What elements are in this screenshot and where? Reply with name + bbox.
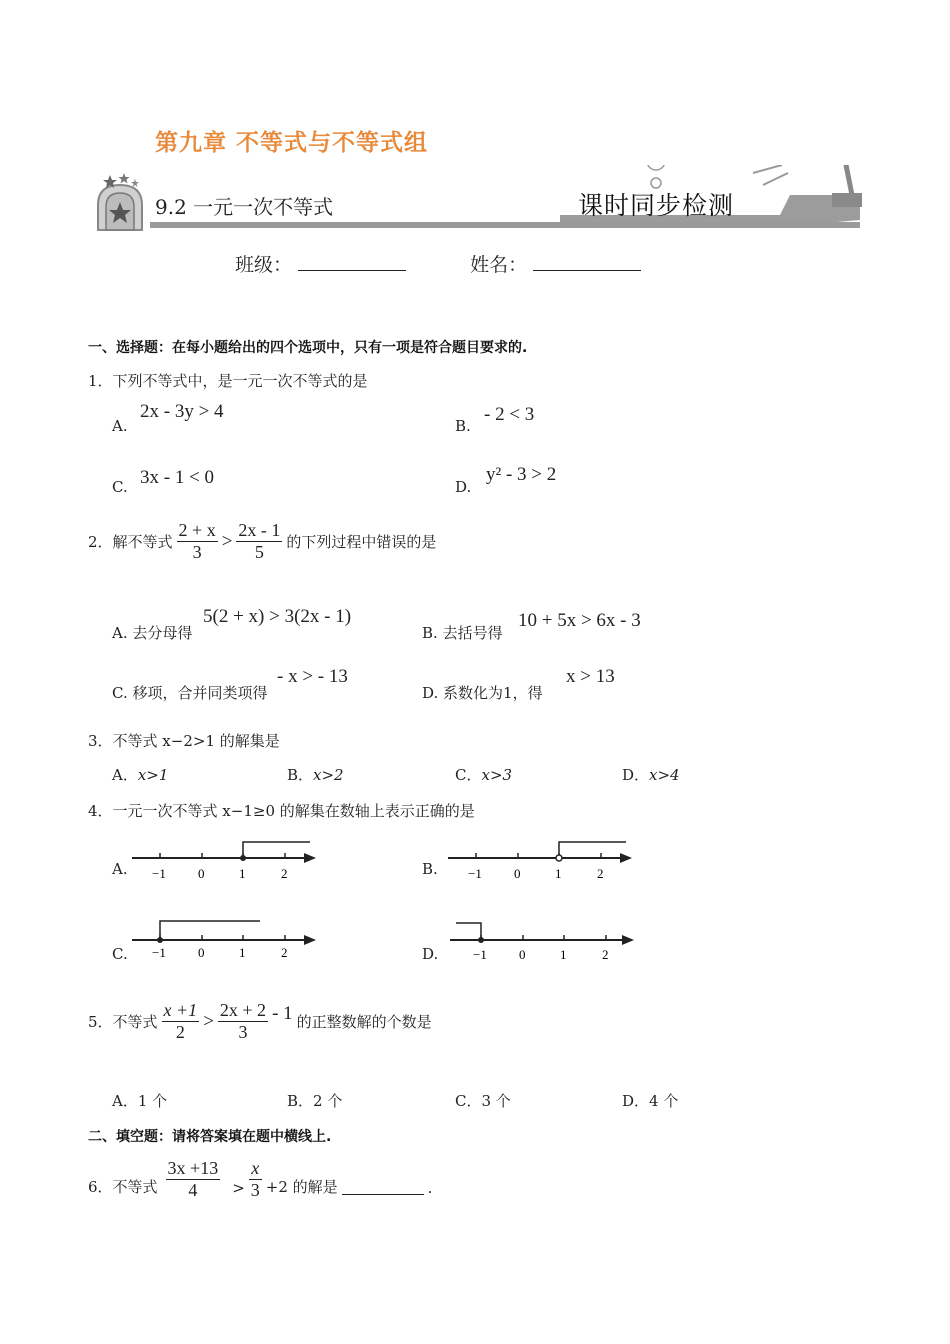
q4c-tick-label: 1 (239, 945, 246, 960)
q4-option-c-numberline (130, 915, 320, 965)
q2-option-d-expr: x > 13 (566, 666, 615, 687)
q6-pre: 6．不等式 (88, 1178, 158, 1196)
q5-frac1-den: 2 (175, 1022, 185, 1042)
q4b-tick-label: 1 (555, 866, 562, 881)
q2-option-c[interactable] (112, 682, 268, 703)
q5-frac2-den: 3 (238, 1022, 248, 1042)
q5-option-d-text: 4 个 (649, 1092, 679, 1110)
q1-option-c-expr: 3x - 1 < 0 (140, 467, 215, 488)
q6-frac1-den: 4 (188, 1180, 198, 1200)
q3-option-d-letter: D． (622, 766, 650, 784)
q2-stem (88, 520, 436, 563)
q6-relation: > (232, 1179, 245, 1197)
q5-option-b[interactable] (287, 1090, 342, 1111)
q2-option-a-text: 去分母得 (132, 624, 193, 642)
q1-option-a-letter[interactable]: A. (112, 417, 128, 435)
q2-option-d-text: 系数化为1，得 (443, 684, 543, 702)
q3-stem: 3．不等式 x−2>1 的解集是 (88, 732, 280, 750)
name-input-line[interactable] (533, 252, 641, 271)
q2-fraction-2 (236, 520, 282, 563)
q5-option-a-letter: A． (112, 1092, 138, 1110)
q5-fraction-1 (162, 1000, 200, 1043)
q6-frac2-num: x (249, 1158, 262, 1180)
q1-option-d-letter[interactable]: D. (455, 478, 472, 496)
q2-fraction-1 (177, 520, 218, 563)
q4c-tick-label: 0 (198, 945, 205, 960)
q1-option-b-expr: - 2 < 3 (484, 404, 535, 425)
q3-option-b[interactable] (287, 764, 344, 785)
q5-option-c-text: 3 个 (481, 1092, 511, 1110)
q5-stem-pre: 5．不等式 (88, 1013, 158, 1031)
q4-option-d-letter[interactable]: D. (422, 945, 439, 963)
q1-option-b-letter[interactable]: B. (455, 417, 471, 435)
q2-frac2-den: 5 (254, 542, 264, 562)
class-input-line[interactable] (298, 252, 406, 271)
q6-frac1-num: 3x +13 (167, 1158, 219, 1178)
q4d-tick-label: −1 (473, 947, 487, 962)
q1-stem: 1．下列不等式中，是一元一次不等式的是 (88, 372, 368, 390)
q4-option-b-numberline (446, 836, 636, 886)
q2-frac2-num: 2x - 1 (238, 520, 281, 540)
q2-stem-pre: 2．解不等式 (88, 533, 173, 551)
q6-frac2-den: 3 (250, 1180, 260, 1200)
q4a-tick-label: 1 (239, 866, 246, 881)
q3-option-b-letter: B． (287, 766, 314, 784)
q4-option-a-letter[interactable]: A. (112, 860, 128, 878)
q5-option-a[interactable] (112, 1090, 167, 1111)
q2-option-b-letter: B. (422, 624, 438, 642)
q3-option-c[interactable] (455, 764, 512, 785)
q4d-tick-label: 0 (519, 947, 526, 962)
class-field-row (235, 250, 641, 277)
q5-option-c-letter: C． (455, 1092, 482, 1110)
q2-option-d-letter: D. (422, 684, 439, 702)
q5-option-d[interactable] (622, 1090, 678, 1111)
q2-option-b-text: 去括号得 (442, 624, 503, 642)
q5-option-b-text: 2 个 (313, 1092, 343, 1110)
q3-option-b-expr: x>2 (313, 766, 344, 784)
q2-option-b[interactable] (422, 622, 503, 643)
q2-option-b-expr: 10 + 5x > 6x - 3 (518, 610, 641, 631)
q4-option-d-numberline (448, 915, 638, 965)
q4b-tick-label: −1 (468, 866, 482, 881)
q2-stem-post: 的下列过程中错误的是 (286, 533, 437, 551)
q4a-tick-label: −1 (152, 866, 166, 881)
q5-fraction-2 (218, 1000, 268, 1043)
q6-answer-blank[interactable] (342, 1178, 424, 1195)
sync-check-label: 课时同步检测 (578, 191, 735, 220)
name-label: 姓名： (470, 254, 528, 276)
q4d-tick-label: 2 (602, 947, 609, 962)
q4b-tick-label: 0 (514, 866, 521, 881)
q2-relation: > (221, 530, 233, 552)
q6-post: +2 的解是 (265, 1178, 338, 1196)
q3-option-c-letter: C． (455, 766, 482, 784)
q3-option-c-expr: x>3 (481, 766, 513, 784)
q2-option-a[interactable] (112, 622, 192, 643)
q3-option-a-expr: x>1 (137, 766, 169, 784)
q4-stem: 4．一元一次不等式 x−1≥0 的解集在数轴上表示正确的是 (88, 802, 475, 820)
banner-divider (150, 222, 860, 228)
section-title: 9.2 一元一次不等式 (155, 195, 334, 219)
q4a-tick-label: 0 (198, 866, 205, 881)
q2-option-c-expr: - x > - 13 (277, 666, 348, 687)
class-label: 班级： (235, 254, 293, 276)
q5-option-b-letter: B． (287, 1092, 314, 1110)
part2-heading: 二、填空题：请将答案填在题中横线上. (88, 1129, 332, 1145)
q4-option-c-letter[interactable]: C. (112, 945, 128, 963)
q5-option-a-text: 1 个 (137, 1092, 168, 1110)
q2-frac1-den: 3 (192, 542, 202, 562)
q6-fraction-1 (166, 1158, 221, 1201)
q3-option-d-expr: x>4 (649, 766, 680, 784)
q2-frac1-num: 2 + x (178, 520, 216, 540)
q2-option-d[interactable] (422, 682, 543, 703)
q3-option-a[interactable] (112, 764, 168, 785)
q2-option-c-letter: C. (112, 684, 128, 702)
q1-option-d-expr: y² - 3 > 2 (486, 464, 557, 485)
q1-option-c-letter[interactable]: C. (112, 478, 128, 496)
q4d-tick-label: 1 (560, 947, 567, 962)
q5-frac2-num: 2x + 2 (219, 1000, 267, 1020)
q6-end: . (427, 1179, 433, 1197)
q5-option-d-letter: D． (622, 1092, 650, 1110)
q4c-tick-label: 2 (281, 945, 288, 960)
q3-option-a-letter: A． (112, 766, 138, 784)
q5-stem-post: 的正整数解的个数是 (296, 1013, 432, 1031)
q6-stem (88, 1158, 432, 1201)
part1-heading: 一、选择题：在每小题给出的四个选项中，只有一项是符合题目要求的. (88, 340, 528, 356)
q2-option-a-expr: 5(2 + x) > 3(2x - 1) (203, 606, 352, 627)
q3-option-d[interactable] (622, 764, 680, 785)
q5-tail: - 1 (272, 1002, 293, 1024)
q2-option-c-text: 移项，合并同类项得 (132, 684, 268, 702)
q6-fraction-2 (249, 1158, 262, 1201)
q4c-tick-label: −1 (152, 945, 166, 960)
q5-option-c[interactable] (455, 1090, 511, 1111)
chapter-title: 第九章 不等式与不等式组 (155, 130, 429, 156)
q5-stem (88, 1000, 432, 1043)
q5-frac1-num: x +1 (163, 1000, 198, 1020)
q4b-tick-label: 2 (597, 866, 604, 881)
q4-option-b-letter[interactable]: B. (422, 860, 438, 878)
q2-option-a-letter: A. (112, 624, 128, 642)
q5-relation: > (203, 1010, 214, 1032)
q4-option-a-numberline (130, 836, 320, 886)
q4a-tick-label: 2 (281, 866, 288, 881)
q1-option-a-expr: 2x - 3y > 4 (140, 401, 224, 422)
